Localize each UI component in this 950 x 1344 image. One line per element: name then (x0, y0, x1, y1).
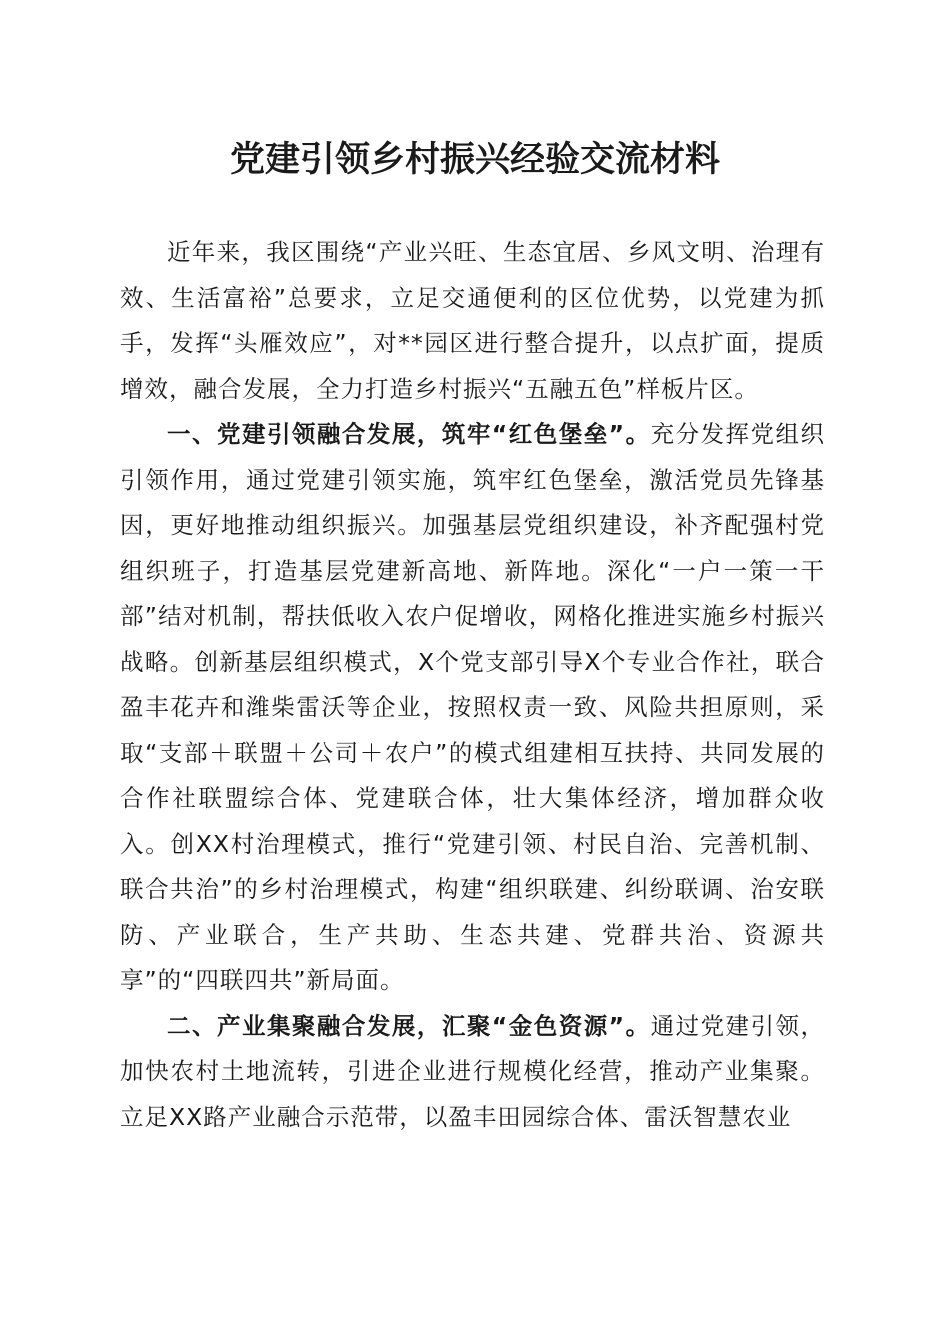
section-1-heading: 一、党建引领融合发展，筑牢“红色堡垒”。 (167, 420, 651, 448)
document-body (120, 230, 825, 1140)
section-2-paragraph (120, 1004, 825, 1141)
document-title: 党建引领乡村振兴经验交流材料 (229, 139, 720, 180)
section-2-text: 通过党建引领，加快农村土地流转，引进企业进行规模化经营，推动产业集聚。立足XX路产业融合示范带，以盈丰田园综合体、雷沃智慧农业 (120, 1011, 826, 1131)
section-1-text: 充分发挥党组织引领作用，通过党建引领实施，筑牢红色堡垒，激活党员先锋基因，更好地推动组织振兴。加强基层党组织建设，补齐配强村党组织班子，打造基层党建新高地、新阵地。深化“一户一策一干部”结对机制，帮扶低收入农户促增收，网格化推进实施乡村振兴战略。创新基层组织模式，X个党支部引导X个专业合作社，联合盈丰花卉和潍柴雷沃等企业，按照权责一致、风险共担原则，采取“支部＋联盟＋公司＋农户”的模式组建相互扶持、共同发展的合作社联盟综合体、党建联合体，壮大集体经济，增加群众收入。创XX村治理模式，推行“党建引领、村民自治、完善机制、联合共治”的乡村治理模式，构建“组织联建、纠纷联调、治安联防、产业联合，生产共助、生态共建、党群共治、资源共享”的“四联四共”新局面。 (120, 420, 826, 994)
intro-paragraph: 近年来，我区围绕“产业兴旺、生态宜居、乡风文明、治理有效、生活富裕”总要求，立足交通便利的区位优势，以党建为抓手，发挥“头雁效应”，对**园区进行整合提升，以点扩面，提质增效，融合发展，全力打造乡村振兴“五融五色”样板片区。 (120, 238, 825, 403)
section-1-paragraph (120, 412, 825, 1004)
section-2-heading: 二、产业集聚融合发展，汇聚“金色资源”。 (167, 1011, 651, 1040)
